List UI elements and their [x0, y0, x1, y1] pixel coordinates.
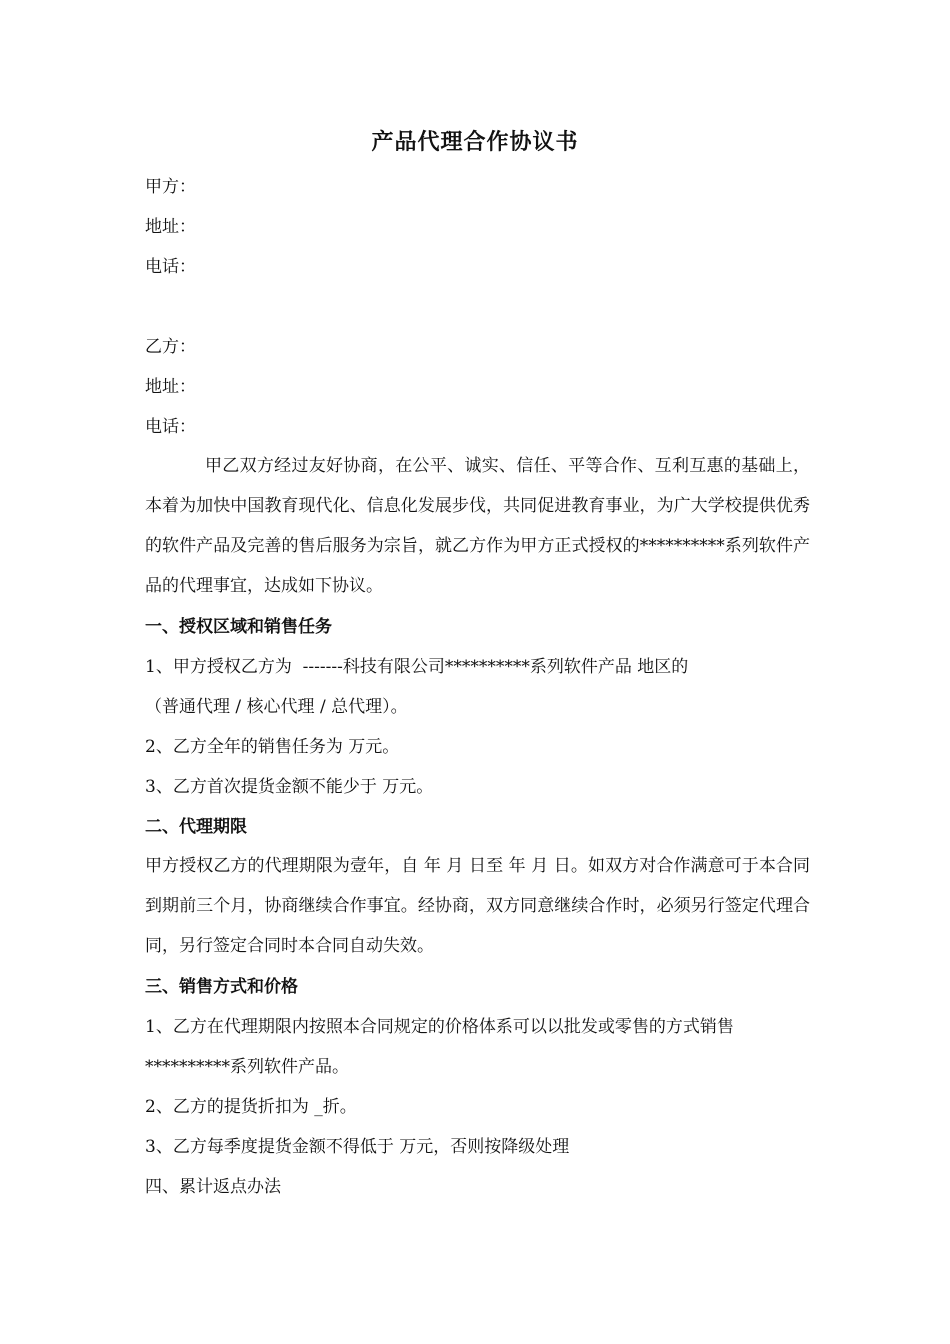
section1-item3: 3、乙方首次提货金额不能少于 万元。	[145, 777, 434, 797]
section2-heading: 二、代理期限	[145, 817, 247, 837]
section3-heading: 三、销售方式和价格	[145, 977, 298, 997]
section1-item1-line2: （普通代理 / 核心代理 / 总代理）。	[145, 697, 408, 717]
section3-item2: 2、乙方的提货折扣为 _折。	[145, 1097, 357, 1117]
section3-item1-line1: 1、乙方在代理期限内按照本合同规定的价格体系可以以批发或零售的方式销售	[145, 1017, 734, 1037]
party-a-address-label: 地址：	[145, 217, 196, 237]
party-b-phone-label: 电话：	[145, 417, 196, 437]
section1-heading: 一、授权区域和销售任务	[145, 617, 332, 637]
party-b-name-label: 乙方：	[145, 337, 196, 357]
section3-item1-line2: **********系列软件产品。	[145, 1057, 349, 1077]
section1-item1-line1: 1、甲方授权乙方为 -------科技有限公司**********系列软件产品 地区的	[145, 657, 689, 677]
section3-item3: 3、乙方每季度提货金额不得低于 万元，否则按降级处理	[145, 1137, 570, 1157]
intro-paragraph: 甲乙双方经过友好协商，在公平、诚实、信任、平等合作、互利互惠的基础上，本着为加快中国教育现代化、信息化发展步伐，共同促进教育事业，为广大学校提供优秀的软件产品及完善的售后服务为宗旨，就乙方作为甲方正式授权的**********系列软件产品的代理事宜，达成如下协议。	[145, 456, 810, 596]
party-a-name-label: 甲方：	[145, 177, 196, 197]
party-b-address-label: 地址：	[145, 377, 196, 397]
section1-item2: 2、乙方全年的销售任务为 万元。	[145, 737, 400, 757]
document-title: 产品代理合作协议书	[371, 129, 579, 155]
party-a-phone-label: 电话：	[145, 257, 196, 277]
section4-heading: 四、累计返点办法	[145, 1177, 281, 1197]
section2-body: 甲方授权乙方的代理期限为壹年，自 年 月 日至 年 月 日。如双方对合作满意可于本合同到期前三个月，协商继续合作事宜。经协商，双方同意继续合作时，必须另行签定代理合同，另行签定合同时本合同自动失效。	[145, 856, 810, 956]
